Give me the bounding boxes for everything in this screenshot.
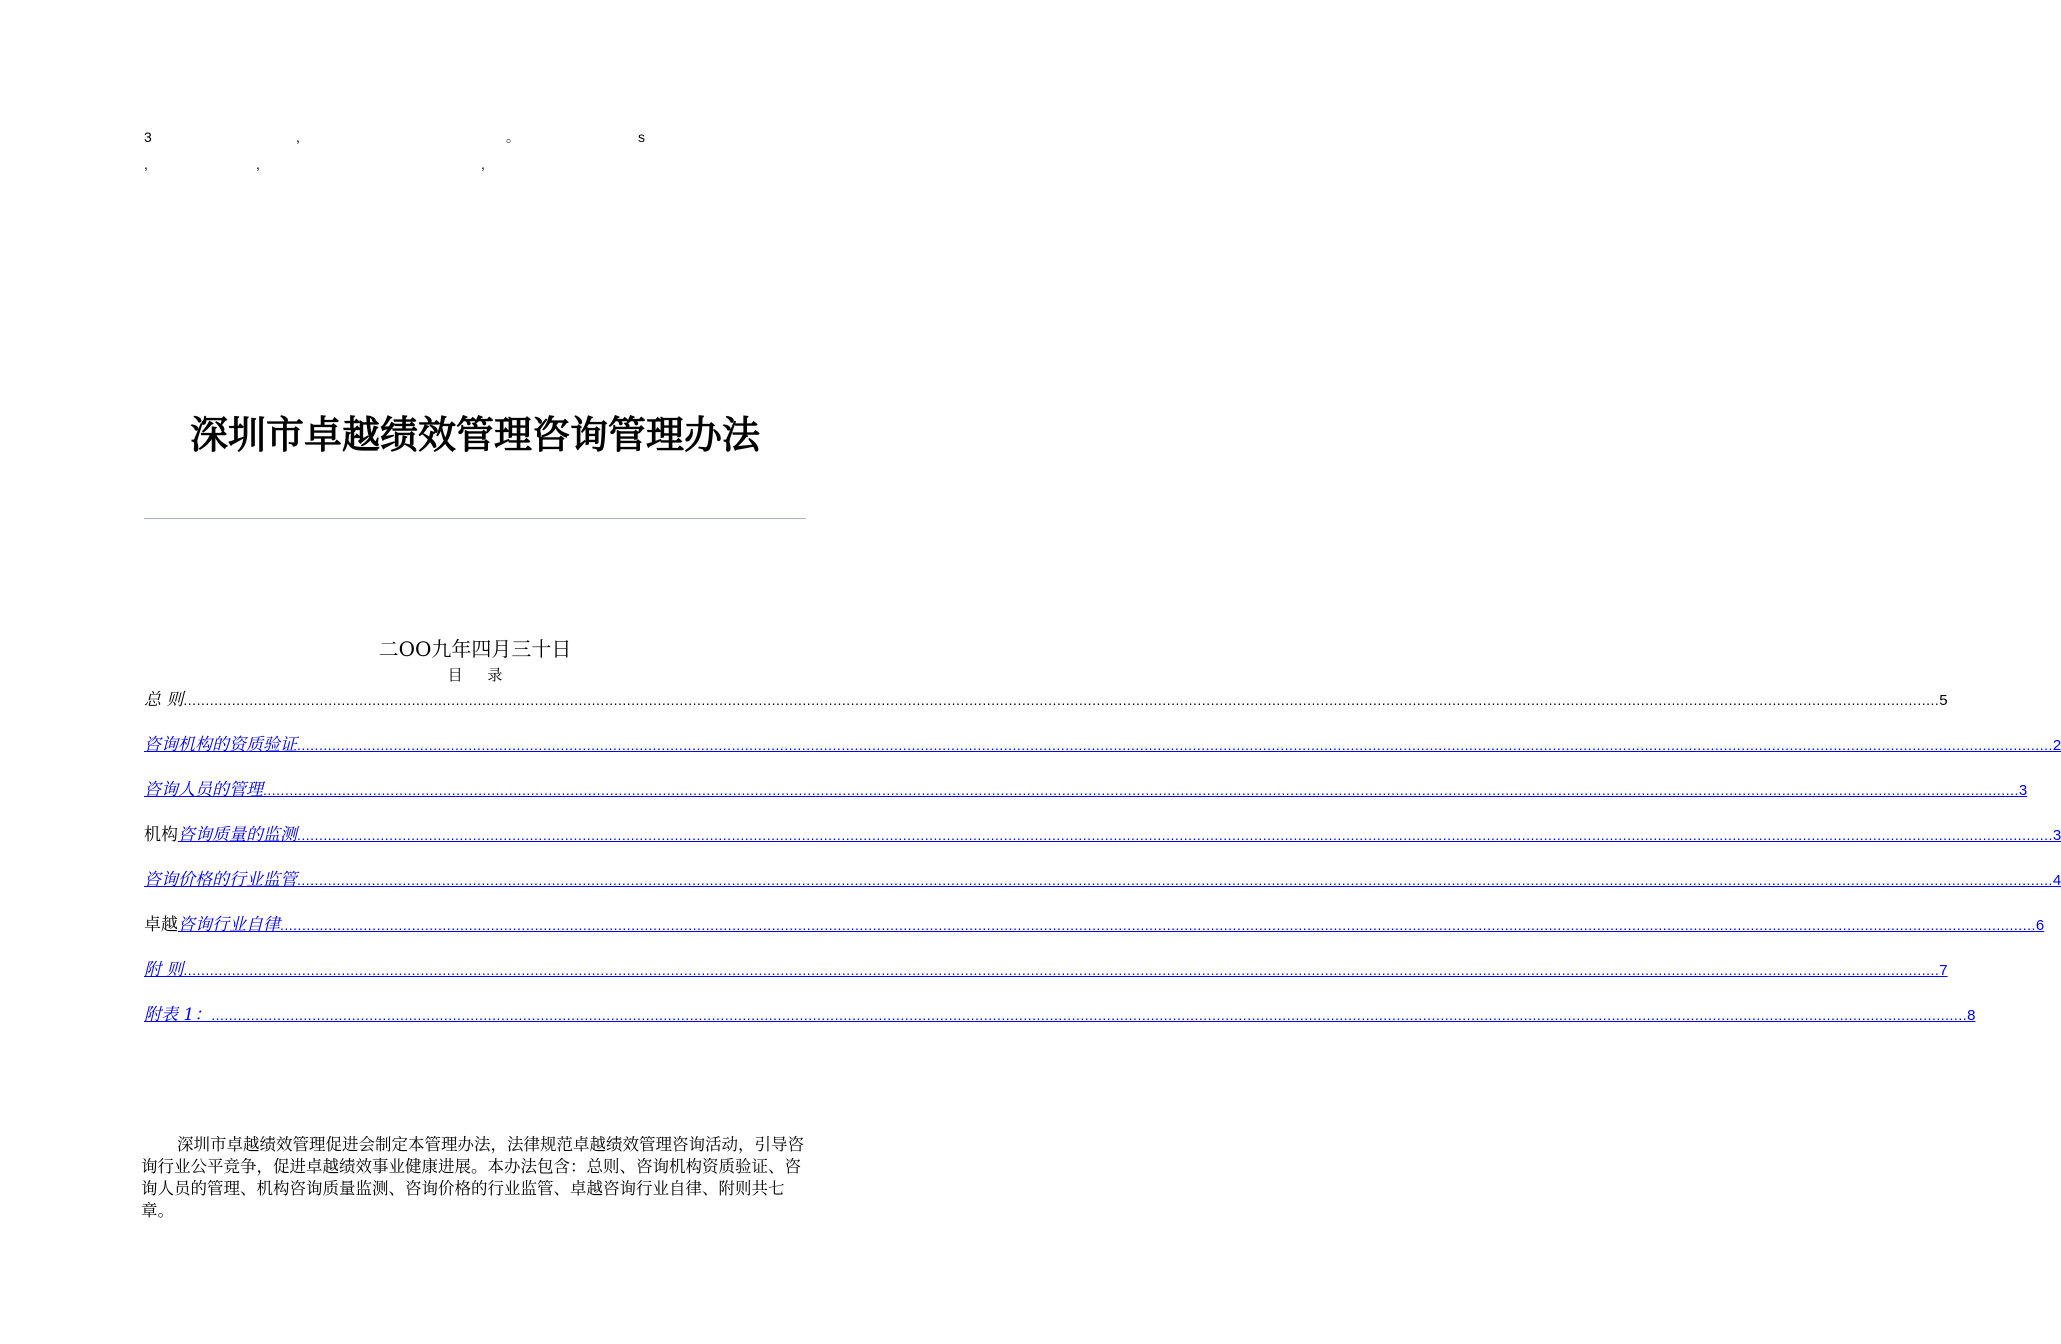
stray-mark: ,	[481, 156, 485, 172]
toc-page-number: 5	[1939, 692, 1948, 709]
toc-entry-prefix: 机构	[144, 825, 178, 845]
toc-leader-dots: ................................................................................................................................................................................................................................................................................................................................................................................................................	[297, 872, 2053, 888]
toc-page-number[interactable]: 3	[2052, 827, 2061, 844]
toc-entry	[144, 688, 1948, 712]
toc-leader-dots: ................................................................................................................................................................................................................................................................................................................................................................................................................	[183, 962, 1940, 978]
toc-entry-label: 总 则	[144, 690, 184, 710]
toc-leader-dots: ................................................................................................................................................................................................................................................................................................................................................................................................................	[183, 692, 1940, 708]
toc-entry-label[interactable]: 咨询行业自律	[178, 915, 280, 935]
stray-mark: ,	[144, 156, 148, 172]
toc-entry-label[interactable]: 咨询机构的资质验证	[144, 735, 297, 755]
toc-entry-label[interactable]: 咨询价格的行业监管	[144, 870, 297, 890]
toc-entry[interactable]	[144, 868, 2061, 892]
toc-entry[interactable]	[144, 778, 2028, 802]
toc-leader-dots: ................................................................................................................................................................................................................................................................................................................................................................................................................	[297, 827, 2053, 843]
toc-leader-dots: ................................................................................................................................................................................................................................................................................................................................................................................................................	[211, 1007, 1968, 1023]
toc-heading: 目 录	[447, 666, 513, 684]
document-title: 深圳市卓越绩效管理咨询管理办法	[189, 412, 760, 457]
toc-page-number[interactable]: 8	[1967, 1007, 1976, 1024]
toc-entry[interactable]	[144, 958, 1948, 982]
toc-entry-label[interactable]: 咨询人员的管理	[144, 780, 263, 800]
toc-entry-label[interactable]: 附 则	[144, 960, 184, 980]
toc-page-number[interactable]: 7	[1939, 962, 1948, 979]
toc-entry[interactable]	[144, 823, 2061, 847]
toc-leader-dots: ................................................................................................................................................................................................................................................................................................................................................................................................................	[280, 917, 2036, 933]
toc-entry[interactable]	[144, 733, 2061, 757]
title-divider	[144, 518, 806, 519]
toc-entry[interactable]	[144, 1003, 1976, 1027]
stray-mark: 。	[506, 129, 520, 145]
toc-page-number[interactable]: 6	[2035, 917, 2045, 934]
toc-leader-dots: ................................................................................................................................................................................................................................................................................................................................................................................................................	[297, 737, 2053, 753]
toc-leader-dots: ................................................................................................................................................................................................................................................................................................................................................................................................................	[263, 782, 2019, 798]
toc-entry-label[interactable]: 咨询质量的监测	[178, 825, 297, 845]
toc-page-number[interactable]: 3	[2018, 782, 2028, 799]
stray-mark: ,	[256, 156, 260, 172]
toc-entry[interactable]	[144, 913, 2045, 937]
stray-mark: ,	[296, 129, 300, 145]
stray-mark: 3	[144, 129, 152, 145]
intro-paragraph: 深圳市卓越绩效管理促进会制定本管理办法，法律规范卓越绩效管理咨询活动，引导咨询行业公平竞争，促进卓越绩效事业健康进展。本办法包含：总则、咨询机构资质验证、咨询人员的管理、机构咨询质量监测、咨询价格的行业监管、卓越咨询行业自律、附则共七章。	[141, 1135, 804, 1220]
document-date: 二OO九年四月三十日	[378, 637, 572, 661]
toc-page-number[interactable]: 4	[2052, 872, 2061, 889]
toc-entry-prefix: 卓越	[144, 915, 178, 935]
toc-entry-label[interactable]: 附表 1：	[144, 1005, 212, 1025]
toc-page-number[interactable]: 2	[2052, 737, 2061, 754]
stray-mark: s	[638, 129, 645, 145]
